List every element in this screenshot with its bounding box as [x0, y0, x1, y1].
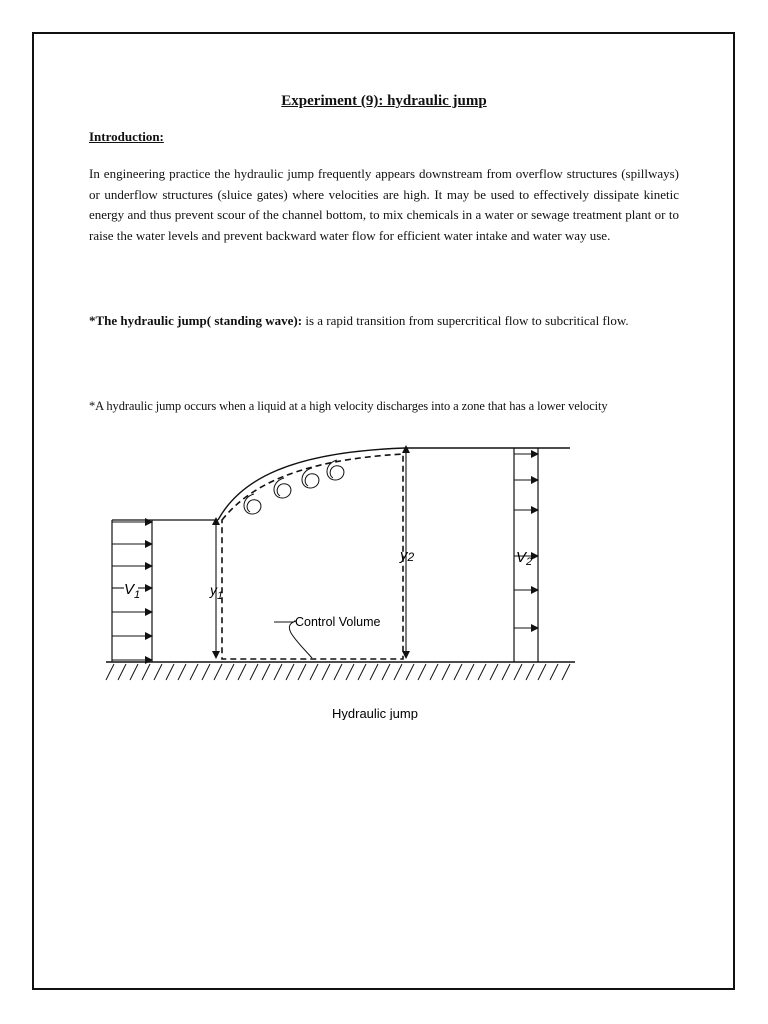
figure-caption: Hydraulic jump — [332, 706, 418, 720]
roller-eddies — [244, 460, 344, 514]
page-title: Experiment (9): hydraulic jump — [281, 93, 487, 109]
y1-label: $y_1$ — [210, 582, 224, 602]
y2-label: y2 — [400, 547, 415, 564]
jump-surface-curve — [218, 448, 570, 520]
control-volume-label: Control Volume — [295, 615, 381, 629]
hydraulic-jump-figure — [100, 440, 580, 720]
occurs-sentence: *A hydraulic jump occurs when a liquid at a high velocity discharges into a zone that has a lower velocity — [89, 399, 608, 413]
definition-text: is a rapid transition from supercritical flow to subcritical flow. — [302, 313, 629, 328]
definition-term: *The hydraulic jump( standing wave): — [89, 313, 303, 328]
intro-paragraph: In engineering practice the hydraulic jump frequently appears downstream from overflow structures (spillways) or underflow structures (sluice gates) where velocities are high. It may be used to effectively dissipate kinetic energy and thus prevent scour of the channel bottom, to mix chemicals in a water or sewage treatment plant or to raise the water levels and prevent backward water flow for efficient water intake and water way use. — [89, 166, 679, 243]
intro-heading: Introduction: — [89, 129, 164, 144]
definition-paragraph — [89, 310, 679, 331]
v1-label: $V_1$ — [124, 581, 141, 601]
hydraulic-jump-diagram — [100, 440, 580, 720]
v2-label: $V_2$ — [516, 549, 533, 568]
channel-bed — [106, 662, 575, 680]
